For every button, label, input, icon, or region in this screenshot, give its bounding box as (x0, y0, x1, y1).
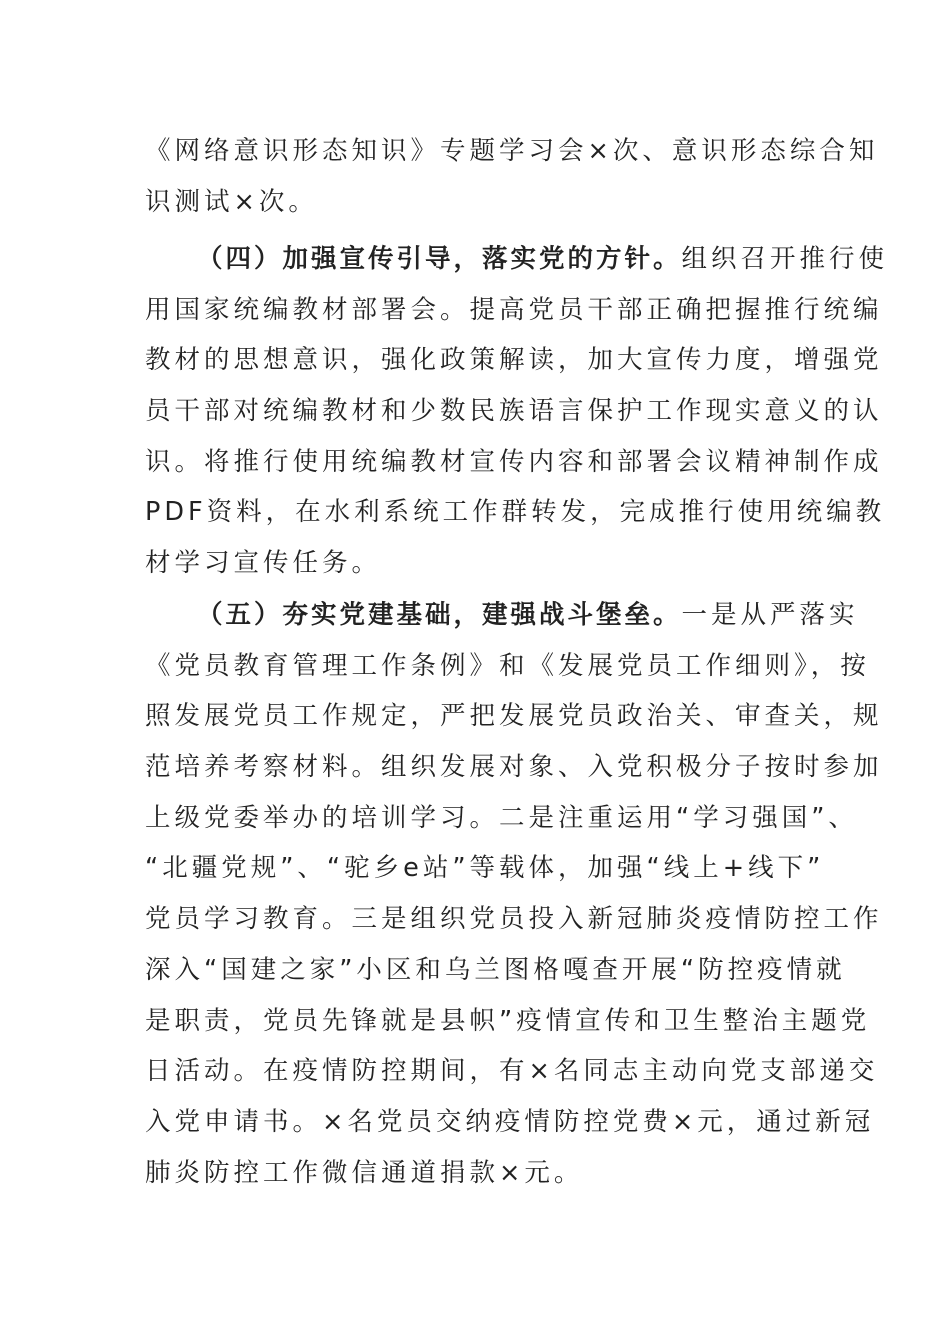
paragraph-line: 识测试×次。 (145, 186, 318, 217)
paragraph-line: 照发展党员工作规定，严把发展党员政治关、审查关，规 (145, 701, 883, 732)
paragraph-line: 是职责，党员先锋就是县帜”疫情宣传和卫生整治主题党 (145, 1005, 871, 1036)
paragraph-line-text: 组织召开推行使 (681, 244, 889, 274)
paragraph-line: 肺炎防控工作微信通道捐款×元。 (145, 1157, 584, 1188)
paragraph-section-five (145, 590, 883, 1198)
paragraph-line: 材学习宣传任务。 (145, 548, 382, 579)
paragraph-ideology-study (145, 126, 879, 227)
paragraph-line-text: 一是从严落实 (681, 600, 859, 630)
paragraph-line: PDF资料，在水利系统工作群转发，完成推行使用统编教 (145, 497, 886, 528)
paragraph-line: 识。将推行使用统编教材宣传内容和部署会议精神制作成 (145, 446, 883, 477)
paragraph-line: 用国家统编教材部署会。提高党员干部正确把握推行统编 (145, 294, 883, 325)
paragraph-line: 日活动。在疫情防控期间，有×名同志主动向党支部递交 (145, 1056, 879, 1087)
paragraph-first-line (145, 234, 889, 285)
paragraph-line: 《党员教育管理工作条例》和《发展党员工作细则》，按 (145, 650, 870, 681)
paragraph-line: 《网络意识形态知识》专题学习会×次、意识形态综合知 (145, 136, 879, 166)
paragraph-line: 深入“国建之家”小区和乌兰图格嘎查开展“防控疫情就 (145, 954, 846, 985)
paragraph-line: 员干部对统编教材和少数民族语言保护工作现实意义的认 (145, 396, 883, 427)
paragraph-line: “北疆党规”、“驼乡e站”等载体，加强“线上+线下” (145, 853, 825, 884)
section-five-heading: （五）夯实党建基础，建强战斗堡垒。 (197, 600, 682, 630)
paragraph-line: 上级党委举办的培训学习。二是注重运用“学习强国”、 (145, 802, 858, 833)
paragraph-first-line (145, 590, 859, 641)
section-four-heading: （四）加强宣传引导，落实党的方针。 (197, 244, 682, 274)
paragraph-line: 教材的思想意识，强化政策解读，加大宣传力度，增强党 (145, 345, 883, 376)
paragraph-line: 范培养考察材料。组织发展对象、入党积极分子按时参加 (145, 752, 883, 783)
paragraph-line: 党员学习教育。三是组织党员投入新冠肺炎疫情防控工作 (145, 904, 883, 935)
paragraph-section-four (145, 234, 889, 589)
paragraph-line: 入党申请书。×名党员交纳疫情防控党费×元，通过新冠 (145, 1106, 875, 1137)
